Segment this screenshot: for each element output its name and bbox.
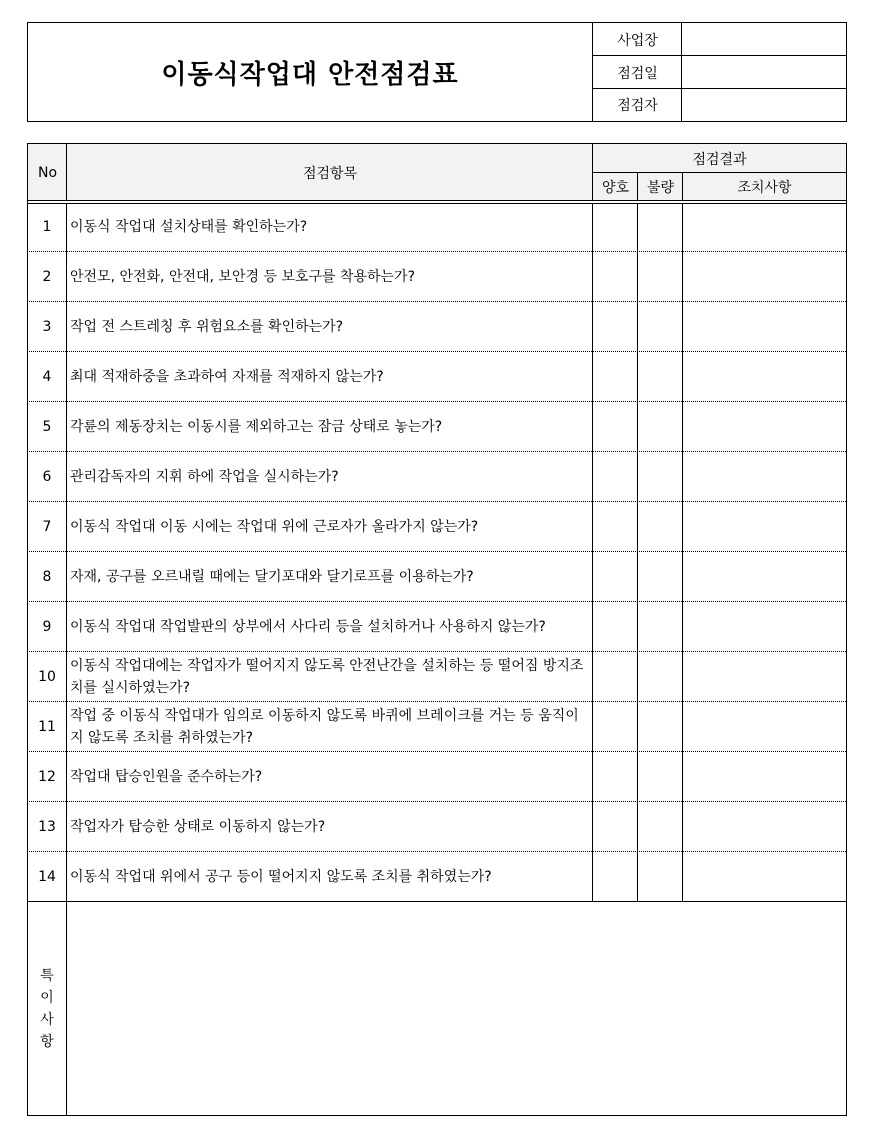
row-bad-cell[interactable] [637,752,682,801]
row-action-cell[interactable] [682,752,846,801]
row-no: 2 [42,268,52,285]
row-no: 9 [42,618,52,635]
info-value-inspector[interactable] [681,88,846,121]
row-no: 10 [38,668,56,685]
row-bad-cell[interactable] [637,702,682,751]
row-action-cell[interactable] [682,602,846,651]
row-item: 자재, 공구를 오르내릴 때에는 달기포대와 달기로프를 이용하는가? [70,568,474,585]
remarks-label-char: 사 [40,1011,54,1028]
remarks-content[interactable] [67,902,846,1115]
row-item: 관리감독자의 지휘 하에 작업을 실시하는가? [70,468,339,485]
row-no: 3 [42,318,52,335]
row-good-cell[interactable] [592,452,637,501]
header-action: 조치사항 [682,172,846,201]
header-good: 양호 [592,172,638,201]
row-item: 안전모, 안전화, 안전대, 보안경 등 보호구를 착용하는가? [70,268,416,285]
row-good-cell[interactable] [592,602,637,651]
row-item: 이동식 작업대 이동 시에는 작업대 위에 근로자가 올라가지 않는가? [70,518,479,535]
info-value-site[interactable] [681,23,846,56]
row-item: 이동식 작업대 위에서 공구 등이 떨어지지 않도록 조치를 취하였는가? [70,868,492,885]
row-no: 12 [38,768,56,785]
row-bad-cell[interactable] [637,252,682,301]
row-bad-cell[interactable] [637,202,682,251]
document-title: 이동식작업대 안전점검표 [161,59,459,90]
row-good-cell[interactable] [592,702,637,751]
remarks-label [28,902,66,1115]
row-no: 1 [42,218,52,235]
row-no: 14 [38,868,56,885]
row-good-cell[interactable] [592,802,637,851]
row-action-cell[interactable] [682,402,846,451]
row-action-cell[interactable] [682,352,846,401]
header-result-group: 점검결과 [592,144,846,173]
row-action-cell[interactable] [682,502,846,551]
row-good-cell[interactable] [592,652,637,701]
row-good-cell[interactable] [592,302,637,351]
row-bad-cell[interactable] [637,652,682,701]
row-item: 작업 전 스트레칭 후 위험요소를 확인하는가? [70,318,344,335]
row-bad-cell[interactable] [637,802,682,851]
row-bad-cell[interactable] [637,552,682,601]
row-action-cell[interactable] [682,552,846,601]
row-bad-cell[interactable] [637,452,682,501]
row-action-cell[interactable] [682,652,846,701]
row-action-cell[interactable] [682,252,846,301]
row-bad-cell[interactable] [637,602,682,651]
row-good-cell[interactable] [592,502,637,551]
row-item: 이동식 작업대 작업발판의 상부에서 사다리 등을 설치하거나 사용하지 않는가? [70,618,546,635]
row-no: 4 [42,368,52,385]
row-no: 13 [38,818,56,835]
row-action-cell[interactable] [682,802,846,851]
row-bad-cell[interactable] [637,302,682,351]
info-label-site: 사업장 [592,23,682,56]
row-no: 11 [38,718,56,735]
row-item: 작업자가 탑승한 상태로 이동하지 않는가? [70,818,326,835]
header-block [27,22,847,122]
row-item: 이동식 작업대에는 작업자가 떨어지지 않도록 안전난간을 설치하는 등 떨어짐 방지조치를 실시하였는가? [70,657,584,696]
row-no: 7 [42,518,52,535]
info-value-date[interactable] [681,55,846,89]
info-label-inspector: 점검자 [592,88,682,121]
header-item: 점검항목 [66,144,593,201]
row-action-cell[interactable] [682,302,846,351]
row-good-cell[interactable] [592,252,637,301]
row-bad-cell[interactable] [637,852,682,901]
remarks-label-char: 이 [40,989,54,1006]
row-good-cell[interactable] [592,852,637,901]
row-no: 6 [42,468,52,485]
row-good-cell[interactable] [592,752,637,801]
row-item: 최대 적재하중을 초과하여 자재를 적재하지 않는가? [70,368,384,385]
row-item: 이동식 작업대 설치상태를 확인하는가? [70,218,308,235]
row-good-cell[interactable] [592,352,637,401]
row-item: 각륜의 제동장치는 이동시를 제외하고는 잠금 상태로 놓는가? [70,418,443,435]
info-label-date: 점검일 [592,55,682,89]
row-action-cell[interactable] [682,202,846,251]
row-bad-cell[interactable] [637,502,682,551]
row-no: 8 [42,568,52,585]
row-bad-cell[interactable] [637,352,682,401]
row-bad-cell[interactable] [637,402,682,451]
row-item: 작업 중 이동식 작업대가 임의로 이동하지 않도록 바퀴에 브레이크를 거는 등 움직이지 않도록 조치를 취하였는가? [70,707,579,746]
row-no: 5 [42,418,52,435]
row-action-cell[interactable] [682,452,846,501]
row-good-cell[interactable] [592,552,637,601]
row-action-cell[interactable] [682,702,846,751]
row-action-cell[interactable] [682,852,846,901]
row-good-cell[interactable] [592,402,637,451]
header-no: No [28,144,67,201]
remarks-label-char: 특 [40,967,54,984]
header-bad: 불량 [637,172,683,201]
row-item: 작업대 탑승인원을 준수하는가? [70,768,263,785]
remarks-label-char: 항 [40,1033,54,1050]
row-good-cell[interactable] [592,202,637,251]
